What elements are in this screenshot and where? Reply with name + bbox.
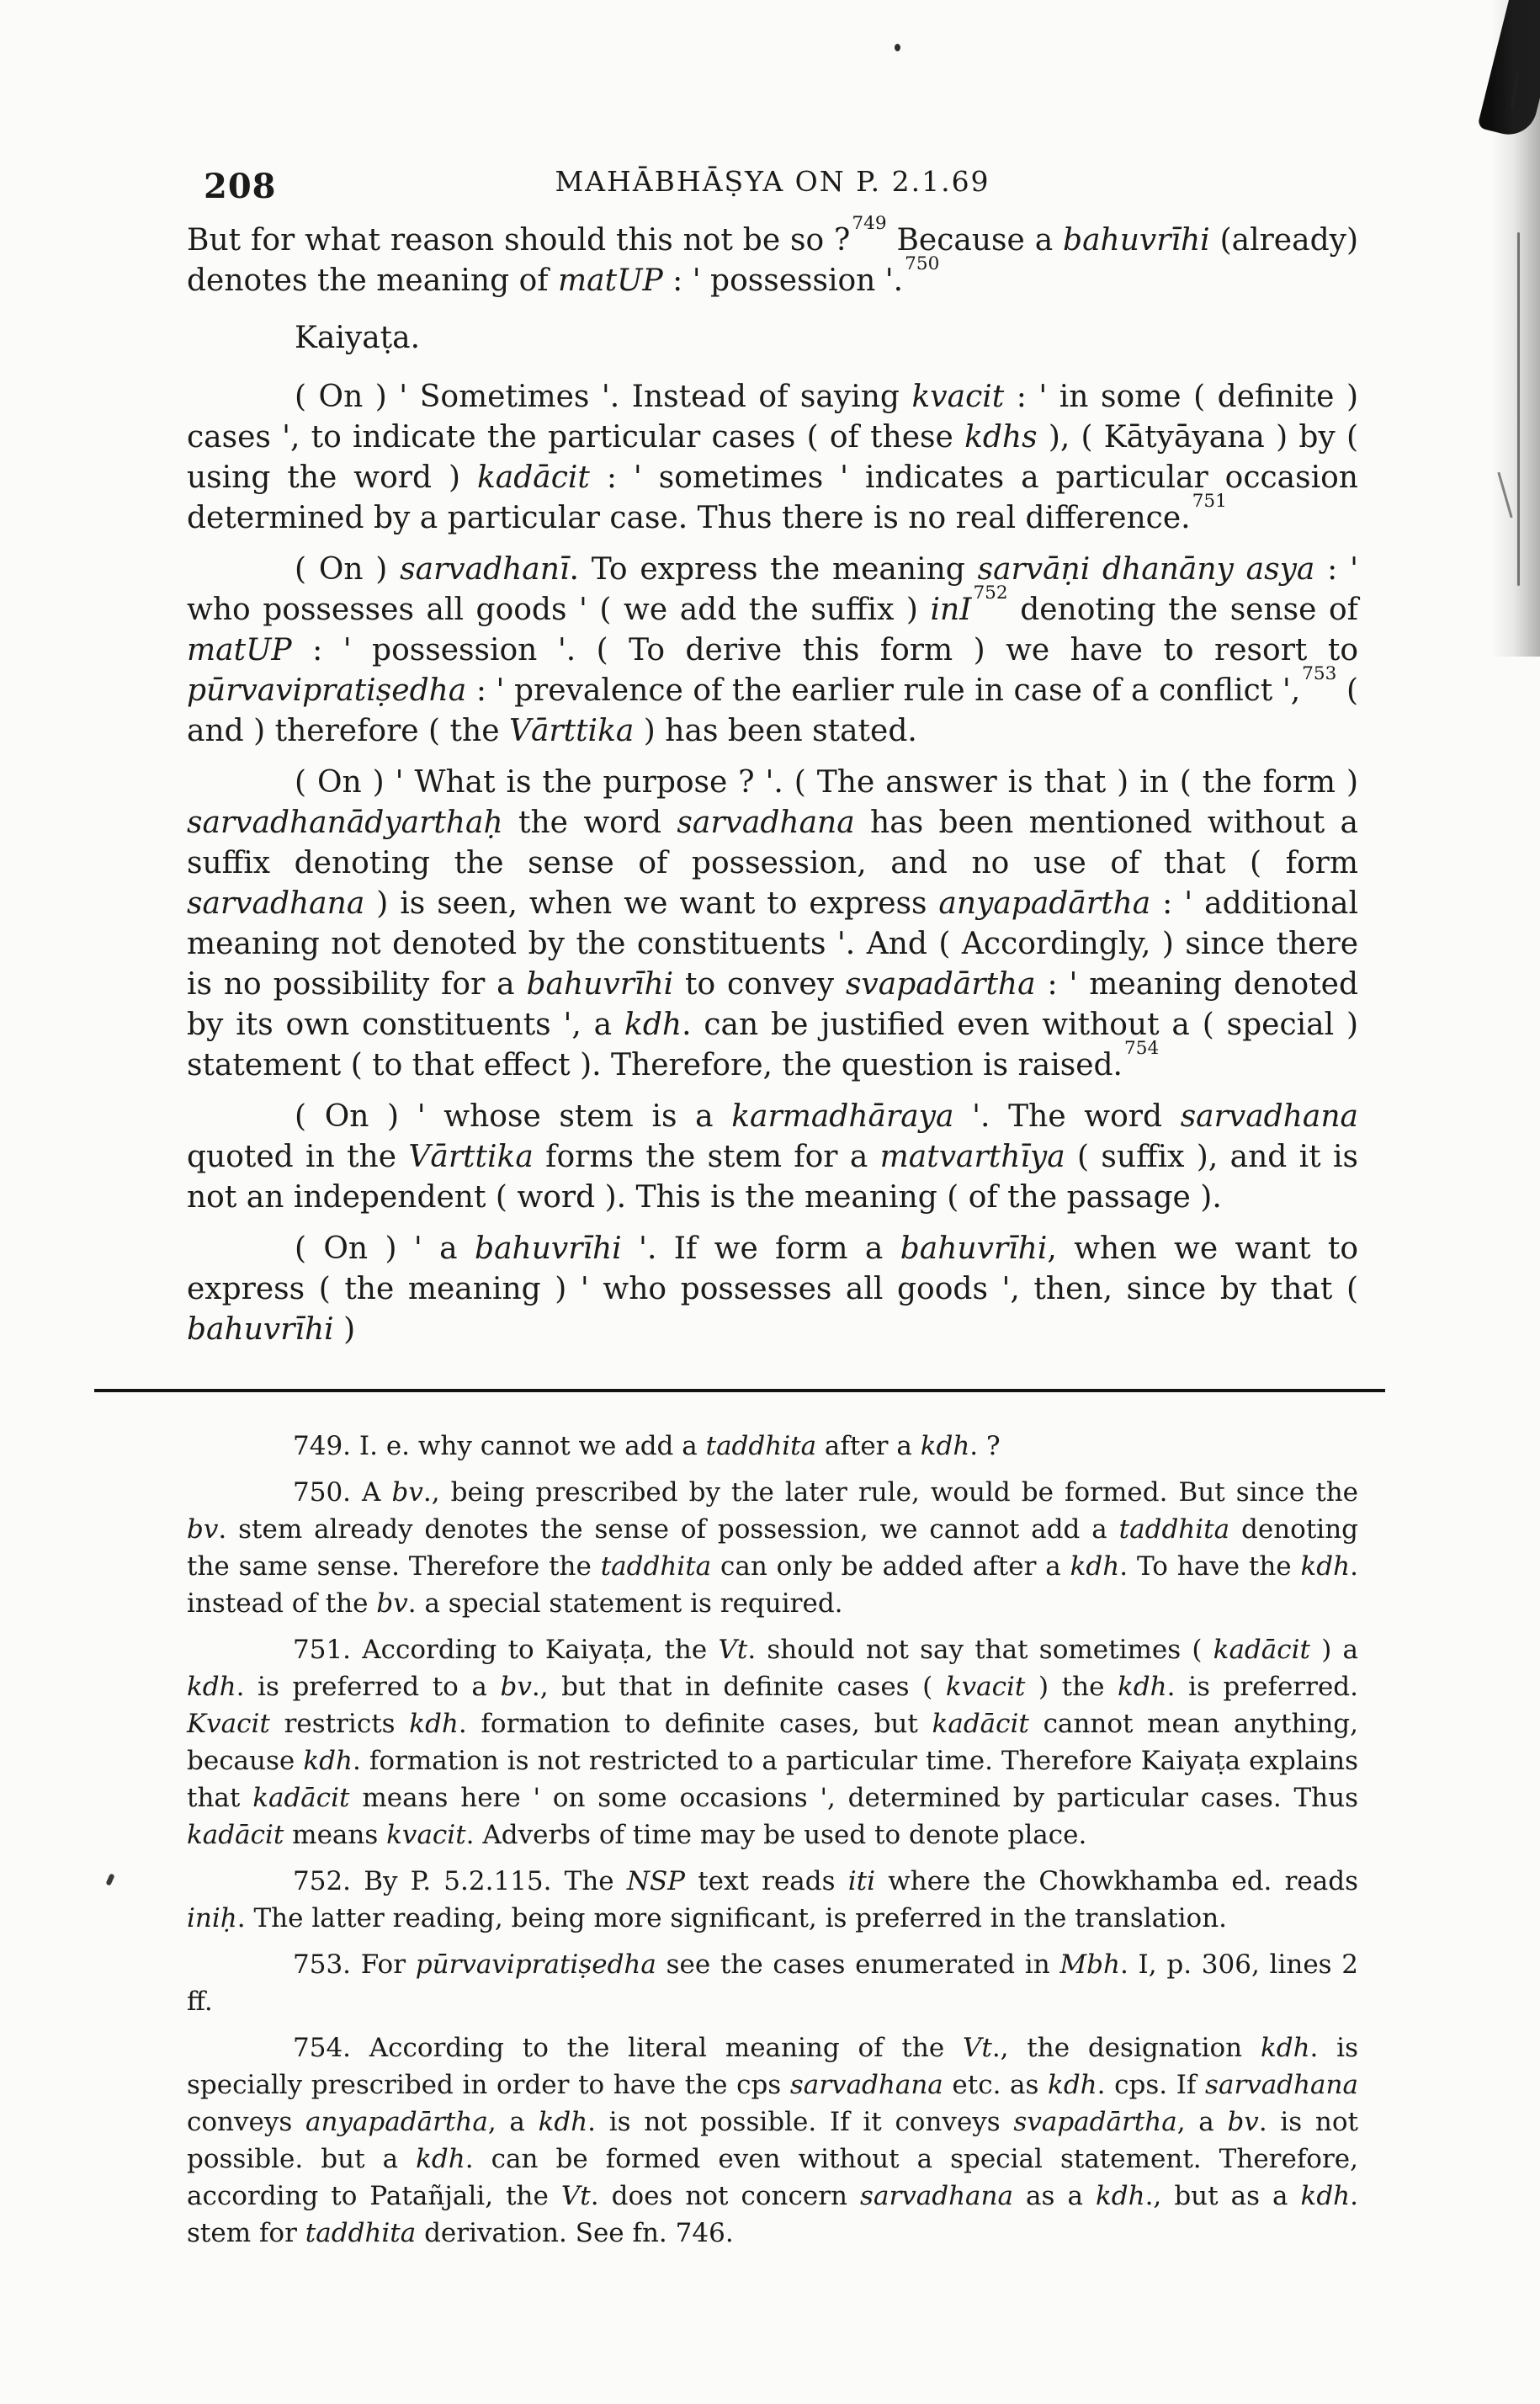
body-paragraph-1: But for what reason should this not be so ?$^{749}$ Because a bahuvrīhi (already) denotes the meaning of matUP : ' possession '.$^{750}$ <box>187 213 1358 298</box>
footnote-749: 749. I. e. why cannot we add a taddhita after a kdh. ? <box>293 1431 1001 1461</box>
body-paragraph-3: ( On ) sarvadhanī. To express the meaning sarvāṇi dhanāny asya : ' who possesses all goods ' ( we add the suffix ) inI$^{752}$ denoting the sense of matUP : ' possession '. ( To derive this form ) we have to resort to pūrvavipratiṣedha : ' prevalence of the earlier rule in case of a conflict ',$^{753}$ ( and ) therefore ( the Vārttika ) has been stated. <box>187 552 1358 748</box>
footnote-751: 751. According to Kaiyaṭa, the Vt. should not say that sometimes ( kadācit ) a kdh. is preferred to a bv., but that in definite cases ( kvacit ) the kdh. is preferred. Kvacit restricts kdh. formation to definite cases, but kadācit cannot mean anything, because kdh. formation is not restricted to a particular time. Therefore Kaiyaṭa explains that kadācit means here ' on some occasions ', determined by particular cases. Thus kadācit means kvacit. Adverbs of time may be used to denote place. <box>187 1635 1359 1850</box>
body-paragraph-5: ( On ) ' whose stem is a karmadhāraya '. The word sarvadhana quoted in the Vārttika forms the stem for a matvarthīya ( suffix ), and it is not an independent ( word ). This is the meaning ( of the passage ). <box>187 1099 1358 1215</box>
page-number: 208 <box>204 167 277 206</box>
running-header: MAHĀBHĀṢYA ON P. 2.1.69 <box>555 165 990 198</box>
body-paragraph-4: ( On ) ' What is the purpose ? '. ( The answer is that ) in ( the form ) sarvadhanādyarthaḥ the word sarvadhana has been mentioned without a suffix denoting the sense of possession, and no use of that ( form sarvadhana ) is seen, when we want to express anyapadārtha : ' additional meaning not denoted by the constituents '. And ( Accordingly, ) since there is no possibility for a bahuvrīhi to convey svapadārtha : ' meaning denoted by its own constituents ', a kdh. can be justified even without a ( special ) statement ( to that effect ). Therefore, the question is raised.$^{754}$ <box>187 765 1358 1082</box>
body-paragraph-6: ( On ) ' a bahuvrīhi '. If we form a bahuvrīhi, when we want to express ( the meaning ) ' who possesses all goods ', then, since by that ( bahuvrīhi ) <box>187 1231 1358 1347</box>
footnotes <box>187 1428 1358 2261</box>
scan-artifact-edge-line <box>1517 232 1520 586</box>
scan-artifact-edge-shade <box>1491 0 1540 657</box>
page-header <box>187 165 1358 210</box>
main-text <box>187 213 1359 1361</box>
section-heading-kaiyata: Kaiyaṭa. <box>295 321 421 355</box>
footnote-752: 752. By P. 5.2.115. The NSP text reads iti where the Chowkhamba ed. reads iniḥ. The latter reading, being more significant, is preferred in the translation. <box>187 1866 1358 1933</box>
scan-artifact-speck <box>895 44 900 51</box>
body-paragraph-2: ( On ) ' Sometimes '. Instead of saying kvacit : ' in some ( definite ) cases ', to indicate the particular cases ( of these kdhs ), ( Kātyāyana ) by ( using the word ) kadācit : ' sometimes ' indicates a particular occasion determined by a particular case. Thus there is no real difference.$^{751}$ <box>187 380 1359 535</box>
footnote-750: 750. A bv., being prescribed by the later rule, would be formed. But since the bv. stem already denotes the sense of possession, we cannot add a taddhita denoting the same sense. Therefore the taddhita can only be added after a kdh. To have the kdh. instead of the bv. a special statement is required. <box>187 1477 1359 1619</box>
footnote-divider <box>94 1389 1385 1392</box>
footnote-754: 754. According to the literal meaning of the Vt., the designation kdh. is specially prescribed in order to have the cps sarvadhana etc. as kdh. cps. If sarvadhana conveys anyapadārtha, a kdh. is not possible. If it conveys svapadārtha, a bv. is not possible. but a kdh. can be formed even without a special statement. Therefore, according to Patañjali, the Vt. does not concern sarvadhana as a kdh., but as a kdh. stem for taddhita derivation. See fn. 746. <box>187 2033 1359 2248</box>
footnote-753: 753. For pūrvavipratiṣedha see the cases enumerated in Mbh. I, p. 306, lines 2 ff. <box>187 1949 1359 2017</box>
scan-artifact-speck <box>105 1873 114 1885</box>
